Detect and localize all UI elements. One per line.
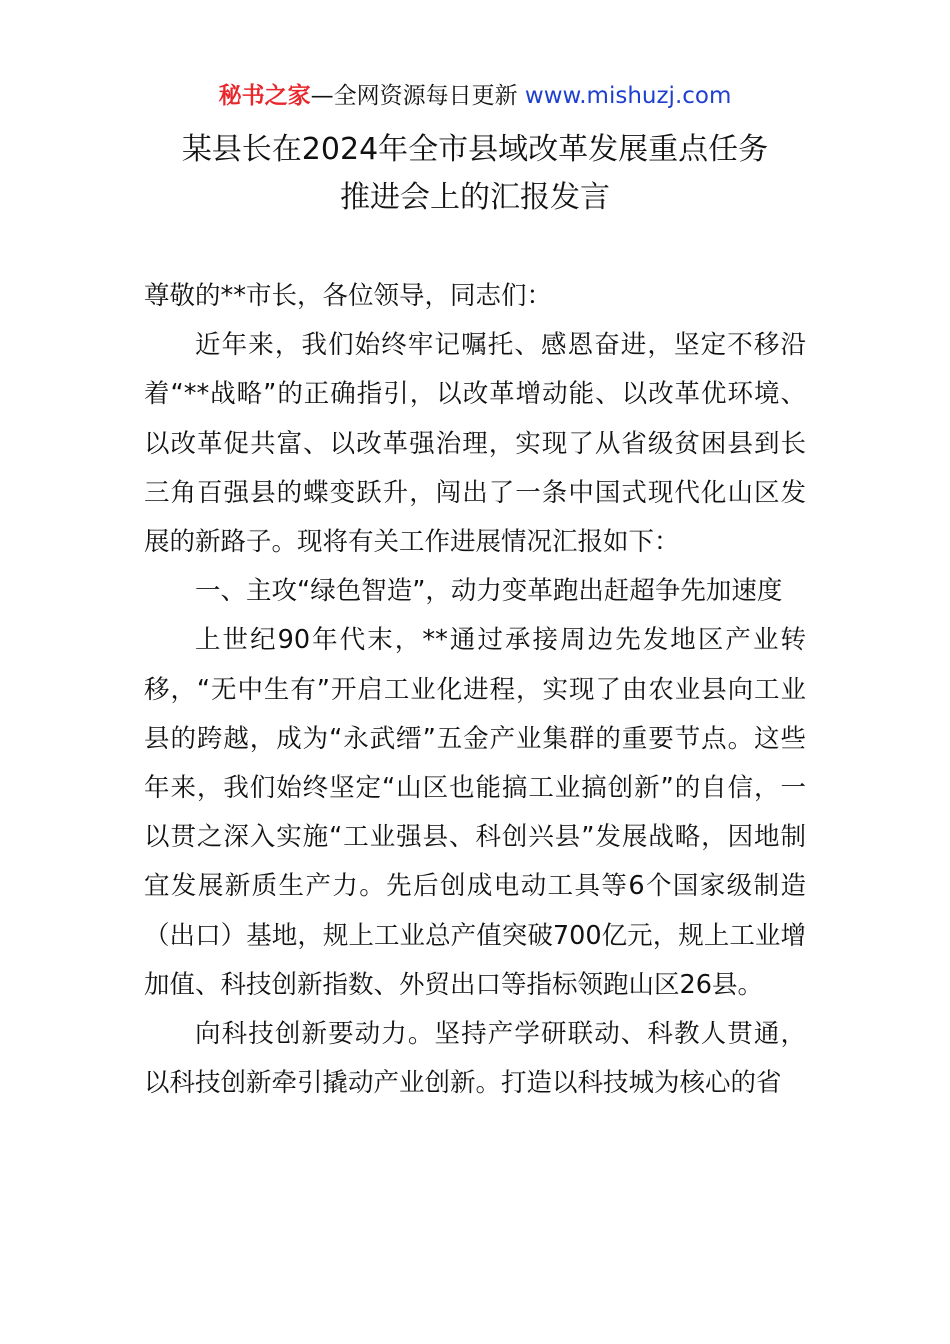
document-title <box>0 126 950 222</box>
salutation: 尊敬的**市长，各位领导，同志们： <box>144 281 553 311</box>
paragraph-industry: 上世纪90年代末，**通过承接周边先发地区产业转移，“无中生有”开启工业化进程，实现了由农业县向工业县的跨越，成为“永武缙”五金产业集群的重要节点。这些年来，我们始终坚定“山区也能搞工业搞创新”的自信，一以贯之深入实施“工业强县、科创兴县”发展战略，因地制宜发展新质生产力。先后创成电动工具等6个国家级制造（出口）基地，规上工业总产值突破700亿元，规上工业增加值、科技创新指数、外贸出口等指标领跑山区26县。 <box>144 625 806 1000</box>
title-line-2: 推进会上的汇报发言 <box>340 180 610 215</box>
watermark-url-link[interactable]: www.mishuzj.com <box>524 83 732 109</box>
watermark-header <box>0 80 950 112</box>
watermark-tagline: —全网资源每日更新 <box>310 83 525 109</box>
section-heading-1: 一、主攻“绿色智造”，动力变革跑出赶超争先加速度 <box>195 576 783 607</box>
title-line-1: 某县长在2024年全市县域改革发展重点任务 <box>181 132 769 167</box>
watermark-brand: 秘书之家 <box>218 83 311 109</box>
paragraph-intro: 近年来，我们始终牢记嘱托、感恩奋进，坚定不移沿着“**战略”的正确指引，以改革增动能、以改革优环境、以改革促共富、以改革强治理，实现了从省级贫困县到长三角百强县的蝶变跃升，闯出了一条中国式现代化山区发展的新路子。现将有关工作进展情况汇报如下： <box>144 330 806 558</box>
document-body <box>144 272 806 1108</box>
paragraph-innovation: 向科技创新要动力。坚持产学研联动、科教人贯通，以科技创新牵引撬动产业创新。打造以科技城为核心的省 <box>144 1019 806 1099</box>
